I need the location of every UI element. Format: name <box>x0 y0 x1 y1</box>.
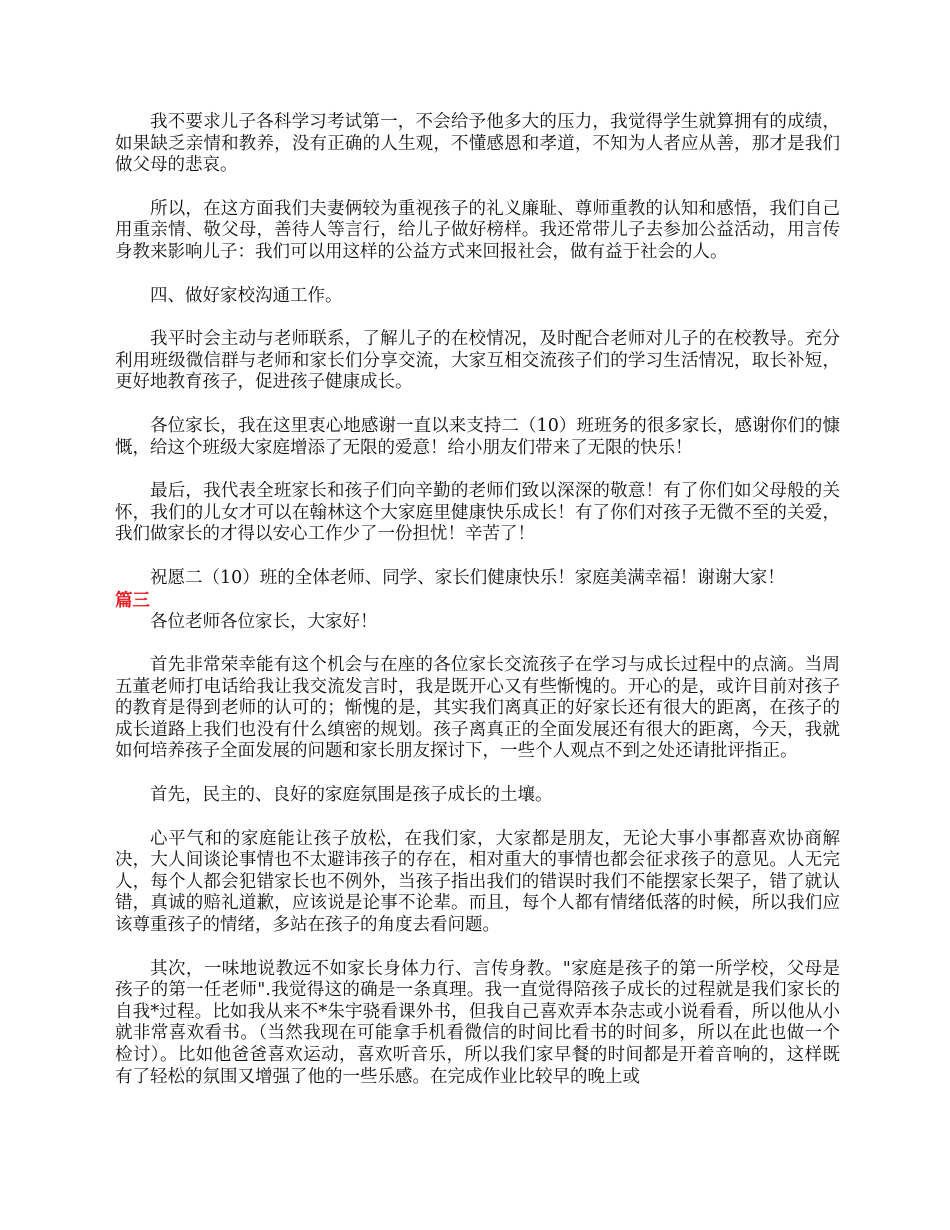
paragraph-etiquette: 所以，在这方面我们夫妻俩较为重视孩子的礼义廉耻、尊师重教的认知和感悟，我们自己用重亲情、敬父母，善待人等言行，给儿子做好榜样。我还常带儿子去参加公益活动，用言传身教来影响儿子：我们可以用这样的公益方式来回报社会，做有益于社会的人。 <box>115 198 840 262</box>
document-page <box>115 112 840 1110</box>
paragraph-family-atmosphere: 首先，民主的、良好的家庭氛围是孩子成长的土壤。 <box>150 785 553 806</box>
paragraph-calm-family: 心平气和的家庭能让孩子放松，在我们家，大家都是朋友，无论大事小事都喜欢协商解决，大人间谈论事情也不太避讳孩子的存在，相对重大的事情也都会征求孩子的意见。人无完人，每个人都会犯错家长也不例外，当孩子指出我们的错误时我们不能摆家长架子，错了就认错，真诚的赔礼道歉，应该说是论事不论辈。而且，每个人都有情绪低落的时候，所以我们应该尊重孩子的情绪，多站在孩子的角度去看问题。 <box>115 828 840 936</box>
paragraph-introduction: 首先非常荣幸能有这个机会与在座的各位家长交流孩子在学习与成长过程中的点滴。当周五董老师打电话给我让我交流发言时，我是既开心又有些惭愧的。开心的是，或许目前对孩子的教育是得到老师的认可的；惭愧的是，其实我们离真正的好家长还有很大的距离，在孩子的成长道路上我们也没有什么缜密的规划。孩子离真正的全面发展还有很大的距离，今天，我就如何培养孩子全面发展的问题和家长朋友探讨下，一些个人观点不到之处还请批评指正。 <box>115 655 840 762</box>
paragraph-wishes: 祝愿二（10）班的全体老师、同学、家长们健康快乐！家庭美满幸福！谢谢大家！ <box>150 567 785 588</box>
paragraph-lead-by-example: 其次，一味地说教远不如家长身体力行、言传身教。"家庭是孩子的第一所学校，父母是孩子的第一任老师".我觉得这的确是一条真理。我一直觉得陪孩子成长的过程就是我们家长的自我*过程。比如我从来不*朱宇骁看课外书，但我自己喜欢弄本杂志或小说看看，所以他从小就非常喜欢看书。（当然我现在可能拿手机看微信的时间比看书的时间多，所以在此也做一个检讨）。比如他爸爸喜欢运动，喜欢听音乐，所以我们家早餐的时间都是开着音响的，这样既有了轻松的氛围又增强了他的一些乐感。在完成作业比较早的晚上或 <box>115 958 840 1087</box>
paragraph-point-four: 四、做好家校沟通工作。 <box>150 285 343 306</box>
paragraph-home-school: 我平时会主动与老师联系，了解儿子的在校情况，及时配合老师对儿子的在校教导。充分利用班级微信群与老师和家长们分享交流，大家互相交流孩子们的学习生活情况，取长补短，更好地教育孩子，促进孩子健康成长。 <box>115 329 840 393</box>
section-heading: 篇三 <box>115 590 150 611</box>
paragraph-thanks-teachers: 最后，我代表全班家长和孩子们向辛勤的老师们致以深深的敬意！有了你们如父母般的关怀，我们的儿女才可以在翰林这个大家庭里健康快乐成长！有了你们对孩子无微不至的关爱，我们做家长的才得以安心工作少了一份担忧！辛苦了！ <box>115 481 840 545</box>
paragraph-greeting: 各位老师各位家长，大家好！ <box>150 611 378 632</box>
paragraph-thanks-parents: 各位家长，我在这里衷心地感谢一直以来支持二（10）班班务的很多家长，感谢你们的慷慨，给这个班级大家庭增添了无限的爱意！给小朋友们带来了无限的快乐！ <box>115 415 840 458</box>
paragraph-study-pressure: 我不要求儿子各科学习考试第一，不会给予他多大的压力，我觉得学生就算拥有的成绩，如果缺乏亲情和教养，没有正确的人生观，不懂感恩和孝道，不知为人者应从善，那才是我们做父母的悲哀。 <box>115 112 840 176</box>
